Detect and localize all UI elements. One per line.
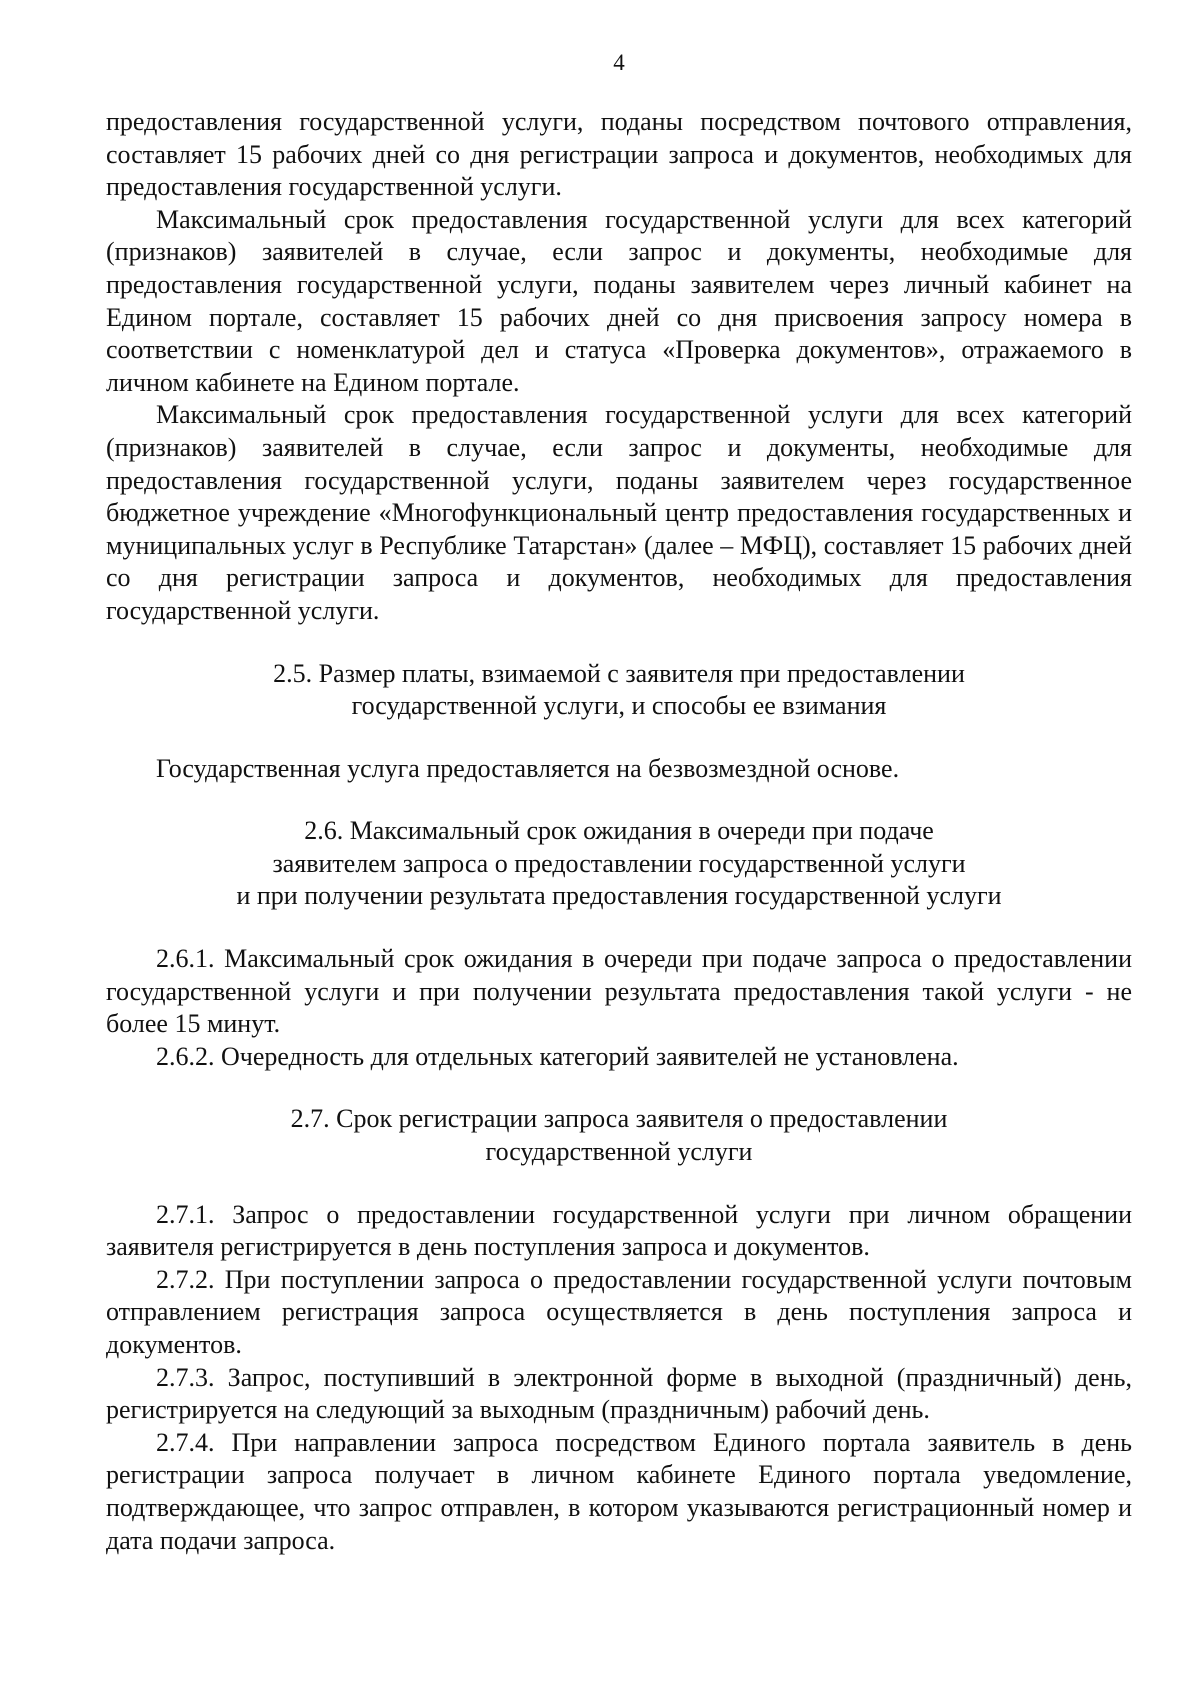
heading-line: государственной услуги [485,1137,753,1167]
heading-line: 2.6. Максимальный срок ожидания в очереди при подаче [304,816,934,846]
heading-line: и при получении результата предоставления государственной услуги [236,881,1002,911]
page-number: 4 [613,50,625,75]
paragraph: Государственная услуга предоставляется на безвозмездной основе. [156,753,900,783]
paragraph: 2.6.1. Максимальный срок ожидания в очереди при подаче запроса о предоставлении государственной услуги и при получении результата предоставления такой услуги - не более 15 минут. [106,944,1132,1039]
paragraph: 2.7.4. При направлении запроса посредством Единого портала заявитель в день регистрации запроса получает в личном кабинете Единого портала уведомление, подтверждающее, что запрос отправлен, в котором указываются регистрационный номер и дата подачи запроса. [106,1427,1132,1555]
paragraph: 2.6.2. Очередность для отдельных категорий заявителей не установлена. [156,1041,959,1071]
paragraph: 2.7.1. Запрос о предоставлении государственной услуги при личном обращении заявителя регистрируется в день поступления запроса и документов. [106,1199,1132,1262]
heading-line: государственной услуги, и способы ее взимания [351,691,887,721]
section-heading-2-5 [106,658,1132,723]
paragraph-continued: предоставления государственной услуги, поданы посредством почтового отправления, составляет 15 рабочих дней со дня регистрации запроса и документов, необходимых для предоставления государственной услуги. [106,107,1132,202]
paragraph: 2.7.3. Запрос, поступивший в электронной форме в выходной (праздничный) день, регистрируется на следующий за выходным (праздничным) рабочий день. [106,1362,1132,1425]
section-heading-2-7 [106,1103,1132,1168]
paragraph: 2.7.2. При поступлении запроса о предоставлении государственной услуги почтовым отправлением регистрация запроса осуществляется в день поступления запроса и документов. [106,1264,1132,1359]
heading-line: 2.5. Размер платы, взимаемой с заявителя при предоставлении [273,658,965,688]
heading-line: заявителем запроса о предоставлении государственной услуги [272,848,966,878]
paragraph: Максимальный срок предоставления государственной услуги для всех категорий (признаков) заявителей в случае, если запрос и документы, необходимые для предоставления государственной услуги, поданы заявителем через государственное бюджетное учреждение «Многофункциональный центр предоставления государственных и муниципальных услуг в Республике Татарстан» (далее – МФЦ), составляет 15 рабочих дней со дня регистрации запроса и документов, необходимых для предоставления государственной услуги. [106,400,1132,625]
paragraph: Максимальный срок предоставления государственной услуги для всех категорий (признаков) заявителей в случае, если запрос и документы, необходимые для предоставления государственной услуги, поданы заявителем через личный кабинет на Едином портале, составляет 15 рабочих дней со дня присвоения запросу номера в соответствии с номенклатурой дел и статуса «Проверка документов», отражаемого в личном кабинете на Едином портале. [106,204,1132,397]
heading-line: 2.7. Срок регистрации запроса заявителя о предоставлении [290,1104,948,1134]
section-heading-2-6 [106,815,1132,913]
